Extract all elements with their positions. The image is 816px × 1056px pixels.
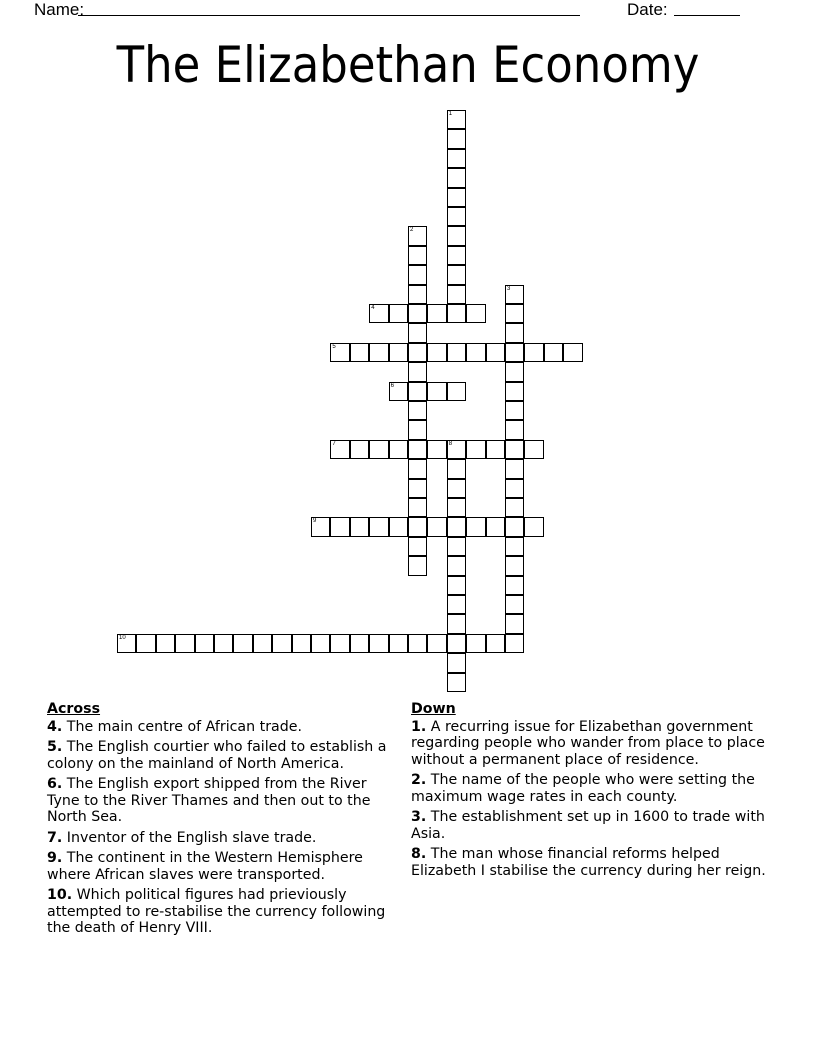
crossword-cell[interactable]	[466, 440, 485, 459]
clue-text: The name of the people who were setting the maximum wage rates in each county.	[411, 772, 755, 805]
clue-down-2	[411, 772, 776, 805]
crossword-cell[interactable]	[408, 382, 427, 401]
crossword-cell[interactable]	[447, 304, 466, 323]
crossword-cell[interactable]	[369, 304, 388, 323]
crossword-cell[interactable]	[563, 343, 582, 362]
crossword-cell[interactable]	[447, 479, 466, 498]
crossword-cell[interactable]	[408, 246, 427, 265]
crossword-cell[interactable]	[466, 634, 485, 653]
crossword-cell[interactable]	[427, 343, 446, 362]
crossword-cell[interactable]	[505, 498, 524, 517]
crossword-cell[interactable]	[272, 634, 291, 653]
crossword-cell[interactable]	[524, 343, 543, 362]
crossword-cell[interactable]	[505, 614, 524, 633]
crossword-cell[interactable]	[505, 556, 524, 575]
clue-number: 9.	[47, 850, 63, 866]
clue-number-label: 8	[448, 440, 453, 447]
crossword-cell[interactable]	[408, 498, 427, 517]
crossword-cell[interactable]	[408, 537, 427, 556]
crossword-cell[interactable]	[408, 343, 427, 362]
crossword-cell[interactable]	[505, 517, 524, 536]
crossword-cell[interactable]	[505, 634, 524, 653]
crossword-cell[interactable]	[447, 382, 466, 401]
crossword-cell[interactable]	[408, 323, 427, 342]
crossword-cell[interactable]	[524, 517, 543, 536]
crossword-cell[interactable]	[447, 595, 466, 614]
crossword-cell[interactable]	[233, 634, 252, 653]
crossword-cell[interactable]	[427, 304, 446, 323]
clue-text: The English export shipped from the River Tyne to the River Thames and then out to the North Sea.	[47, 776, 371, 825]
clue-text: The man whose financial reforms helped Elizabeth I stabilise the currency during her reign.	[411, 846, 766, 879]
clue-across-9	[47, 850, 402, 883]
crossword-cell[interactable]	[447, 207, 466, 226]
crossword-cell[interactable]	[408, 556, 427, 575]
date-label: Date:	[627, 0, 668, 19]
clue-number-label: 7	[332, 440, 336, 447]
crossword-cell[interactable]	[408, 420, 427, 439]
crossword-cell[interactable]	[447, 226, 466, 245]
crossword-cell[interactable]	[408, 304, 427, 323]
crossword-cell[interactable]	[524, 440, 543, 459]
clue-across-10	[47, 887, 402, 937]
clue-number: 7.	[47, 829, 63, 846]
crossword-cell[interactable]	[466, 343, 485, 362]
crossword-cell[interactable]	[447, 556, 466, 575]
crossword-cell[interactable]	[136, 634, 155, 653]
crossword-cell[interactable]	[505, 382, 524, 401]
crossword-cell[interactable]	[350, 440, 369, 459]
crossword-cell[interactable]	[447, 168, 466, 187]
crossword-cell[interactable]	[447, 517, 466, 536]
across-clues	[47, 701, 402, 941]
crossword-cell[interactable]	[447, 110, 466, 129]
crossword-cell[interactable]	[447, 440, 466, 459]
crossword-cell[interactable]	[408, 226, 427, 245]
crossword-cell[interactable]	[330, 343, 349, 362]
clue-number: 10.	[47, 887, 73, 903]
crossword-cell[interactable]	[505, 440, 524, 459]
crossword-cell[interactable]	[408, 362, 427, 381]
crossword-cell[interactable]	[427, 382, 446, 401]
crossword-cell[interactable]	[350, 634, 369, 653]
name-label: Name:	[34, 0, 85, 19]
crossword-cell[interactable]	[505, 537, 524, 556]
down-heading: Down	[411, 701, 456, 717]
clue-down-8	[411, 846, 776, 879]
clue-text: Inventor of the English slave trade.	[66, 829, 317, 846]
crossword-cell[interactable]	[447, 246, 466, 265]
crossword-cell[interactable]	[447, 653, 466, 672]
crossword-cell[interactable]	[292, 634, 311, 653]
crossword-cell[interactable]	[505, 323, 524, 342]
crossword-cell[interactable]	[505, 304, 524, 323]
clue-text: Which political figures had prieviously attempted to re-stabilise the currency following the death of Henry VIII.	[47, 887, 386, 936]
clue-down-1	[411, 719, 776, 769]
clue-number-label: 2	[410, 227, 414, 234]
crossword-cell[interactable]	[195, 634, 214, 653]
clue-text: The establishment set up in 1600 to trade with Asia.	[411, 809, 765, 842]
crossword-cell[interactable]	[389, 343, 408, 362]
crossword-cell[interactable]	[544, 343, 563, 362]
crossword-cell[interactable]	[350, 517, 369, 536]
crossword-cell[interactable]	[156, 634, 175, 653]
crossword-cell[interactable]	[408, 401, 427, 420]
crossword-cell[interactable]	[408, 634, 427, 653]
crossword-cell[interactable]	[447, 498, 466, 517]
crossword-cell[interactable]	[447, 614, 466, 633]
crossword-cell[interactable]	[408, 265, 427, 284]
clue-across-7	[47, 830, 402, 847]
crossword-cell[interactable]	[447, 634, 466, 653]
crossword-cell[interactable]	[408, 479, 427, 498]
clue-across-5	[47, 739, 402, 772]
crossword-cell[interactable]	[408, 459, 427, 478]
crossword-cell[interactable]	[447, 576, 466, 595]
clue-number: 3.	[411, 809, 427, 825]
crossword-cell[interactable]	[447, 459, 466, 478]
crossword-cell[interactable]	[311, 517, 330, 536]
crossword-cell[interactable]	[486, 440, 505, 459]
clue-text: The main centre of African trade.	[66, 718, 302, 735]
crossword-cell[interactable]	[466, 517, 485, 536]
crossword-cell[interactable]	[117, 634, 136, 653]
crossword-cell[interactable]	[408, 285, 427, 304]
crossword-cell[interactable]	[505, 479, 524, 498]
crossword-cell[interactable]	[486, 634, 505, 653]
crossword-cell[interactable]	[369, 634, 388, 653]
crossword-cell[interactable]	[447, 673, 466, 692]
clue-text: A recurring issue for Elizabethan government regarding people who wander from place to place without a permanent place of residence.	[411, 718, 765, 768]
clue-number-label: 1	[448, 111, 453, 117]
crossword-cell[interactable]	[466, 304, 485, 323]
crossword-cell[interactable]	[330, 634, 349, 653]
crossword-cell[interactable]	[389, 634, 408, 653]
clue-number-label: 5	[332, 343, 336, 350]
crossword-cell[interactable]	[505, 459, 524, 478]
crossword-cell[interactable]	[350, 343, 369, 362]
crossword-cell[interactable]	[427, 440, 446, 459]
crossword-cell[interactable]	[389, 440, 408, 459]
clue-number-label: 3	[507, 285, 511, 292]
crossword-cell[interactable]	[427, 517, 446, 536]
crossword-cell[interactable]	[369, 343, 388, 362]
clue-number-label: 4	[371, 305, 375, 311]
crossword-cell[interactable]	[330, 440, 349, 459]
clue-number-label: 10	[119, 634, 126, 641]
crossword-cell[interactable]	[505, 420, 524, 439]
crossword-cell[interactable]	[427, 634, 446, 653]
clue-number-label: 9	[313, 518, 317, 525]
crossword-cell[interactable]	[408, 440, 427, 459]
crossword-cell[interactable]	[505, 595, 524, 614]
crossword-cell[interactable]	[505, 362, 524, 381]
crossword-cell[interactable]	[369, 440, 388, 459]
clue-number: 5.	[47, 739, 63, 755]
down-clues	[411, 701, 776, 883]
crossword-cell[interactable]	[505, 576, 524, 595]
crossword-cell[interactable]	[447, 265, 466, 284]
crossword-cell[interactable]	[486, 343, 505, 362]
crossword-cell[interactable]	[214, 634, 233, 653]
crossword-cell[interactable]	[447, 188, 466, 207]
crossword-cell[interactable]	[447, 343, 466, 362]
clue-text: The continent in the Western Hemisphere where African slaves were transported.	[47, 850, 363, 883]
crossword-cell[interactable]	[330, 517, 349, 536]
clue-number-label: 6	[390, 382, 394, 389]
crossword-cell[interactable]	[447, 537, 466, 556]
crossword-cell[interactable]	[505, 343, 524, 362]
clue-number: 1.	[411, 718, 427, 735]
page-title: The Elizabethan Economy	[116, 36, 700, 94]
clue-across-4	[47, 719, 402, 736]
clue-number: 8.	[411, 846, 427, 862]
crossword-cell[interactable]	[447, 285, 466, 304]
crossword-cell[interactable]	[505, 285, 524, 304]
crossword-cell[interactable]	[253, 634, 272, 653]
clue-number: 6.	[47, 776, 63, 792]
clue-across-6	[47, 776, 402, 826]
crossword-cell[interactable]	[505, 401, 524, 420]
crossword-cell[interactable]	[369, 517, 388, 536]
crossword-cell[interactable]	[389, 517, 408, 536]
clue-down-3	[411, 809, 776, 842]
crossword-cell[interactable]	[175, 634, 194, 653]
crossword-cell[interactable]	[311, 634, 330, 653]
across-heading: Across	[47, 701, 101, 717]
crossword-cell[interactable]	[447, 149, 466, 168]
clue-number: 4.	[47, 718, 63, 735]
clue-number: 2.	[411, 772, 427, 788]
crossword-cell[interactable]	[447, 129, 466, 148]
crossword-cell[interactable]	[486, 517, 505, 536]
crossword-cell[interactable]	[389, 304, 408, 323]
crossword-cell[interactable]	[408, 517, 427, 536]
clue-text: The English courtier who failed to establish a colony on the mainland of North America.	[47, 739, 387, 772]
crossword-cell[interactable]	[389, 382, 408, 401]
